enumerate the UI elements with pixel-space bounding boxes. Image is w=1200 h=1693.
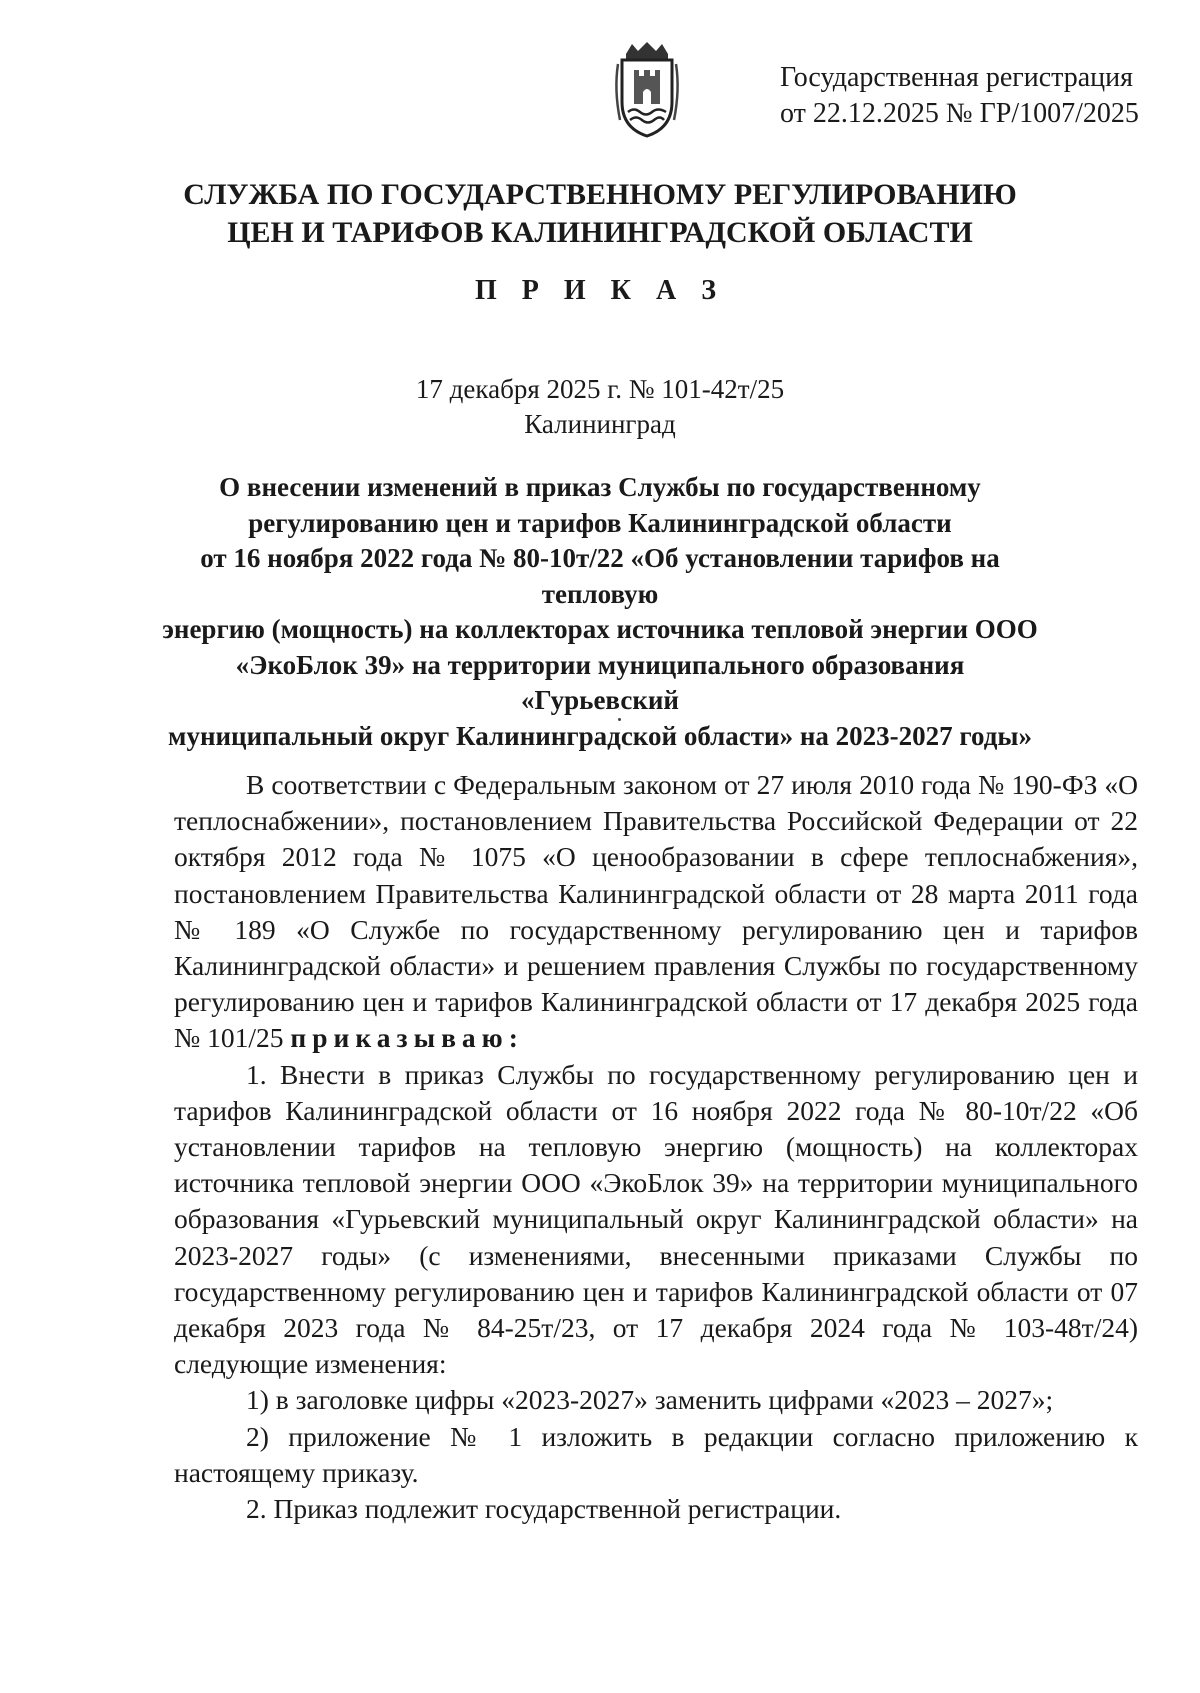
item-1-1-paragraph: 1) в заголовке цифры «2023-2027» заменить цифрами «2023 – 2027»; bbox=[246, 1384, 1054, 1416]
preamble-text: В соответствии с Федеральным законом от 27 июля 2010 года № 190-ФЗ «О теплоснабжении», постановлением Правительства Российской Федерации от 22 октября 2012 года № 1075 «О ценообразовании в сфере теплоснабжения», постановлением Правительства Калининградской области от 28 марта 2011 года № 189 «О Службе по государственному регулированию цен и тарифов Калининградской области» и решением правления Службы по государственному регулированию цен и тарифов Калининградской области от 17 декабря 2025 года № 101/25 bbox=[174, 769, 1138, 1054]
registration-line-1: Государственная регистрация bbox=[780, 62, 1133, 93]
preamble-paragraph bbox=[174, 767, 1138, 1057]
order-date-number: 17 декабря 2025 г. № 101-42т/25 bbox=[415, 374, 785, 404]
order-details bbox=[100, 372, 1100, 442]
document-type-title: П Р И К А З bbox=[475, 275, 725, 306]
command-word: приказываю: bbox=[290, 1022, 524, 1054]
item-1-paragraph: 1. Внести в приказ Службы по государственному регулированию цен и тарифов Калининградской области от 16 ноября 2022 года № 80-10т/22 «Об установлении тарифов на тепловую энергию (мощность) на коллекторах источника тепловой энергии ООО «ЭкоБлок 39» на территории муниципального образования «Гурьевский муниципальный округ Калининградской области» на 2023-2027 годы» (с изменениями, внесенными приказами Службы по государственному регулированию цен и тарифов Калининградской области от 07 декабря 2023 года № 84-25т/23, от 17 декабря 2024 года № 103-48т/24) следующие изменения: bbox=[174, 1058, 1138, 1380]
coat-of-arms-icon bbox=[612, 40, 682, 140]
subject-line: энергию (мощность) на коллекторах источника тепловой энергии ООО bbox=[162, 614, 1038, 644]
registration-line-2: от 22.12.2025 № ГР/1007/2025 bbox=[780, 98, 1139, 129]
order-city: Калининград bbox=[524, 409, 676, 439]
stray-dot bbox=[618, 718, 621, 721]
subject-line: «ЭкоБлок 39» на территории муниципального образования «Гурьевский bbox=[235, 649, 965, 715]
agency-line-2: ЦЕН И ТАРИФОВ КАЛИНИНГРАДСКОЙ ОБЛАСТИ bbox=[227, 216, 973, 249]
subject-line: муниципальный округ Калининградской области» на 2023-2027 годы» bbox=[168, 720, 1032, 751]
subject-line: от 16 ноября 2022 года № 80-10т/22 «Об установлении тарифов на тепловую bbox=[200, 543, 1000, 609]
item-2-paragraph: 2. Приказ подлежит государственной регистрации. bbox=[246, 1493, 842, 1525]
agency-name bbox=[100, 176, 1100, 252]
agency-line-1: СЛУЖБА ПО ГОСУДАРСТВЕННОМУ РЕГУЛИРОВАНИЮ bbox=[183, 178, 1017, 211]
item-1-2-paragraph: 2) приложение № 1 изложить в редакции согласно приложению к настоящему приказу. bbox=[174, 1420, 1138, 1488]
subject-line: регулированию цен и тарифов Калининградской области bbox=[248, 507, 952, 538]
registration-stamp bbox=[780, 60, 1140, 132]
order-body bbox=[174, 767, 1138, 1527]
subject-line: О внесении изменений в приказ Службы по государственному bbox=[219, 472, 981, 502]
order-subject bbox=[160, 470, 1040, 754]
